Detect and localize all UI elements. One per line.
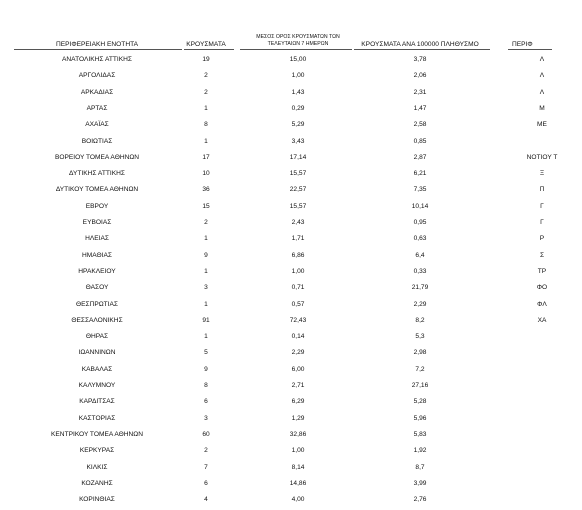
header-divider xyxy=(354,49,490,50)
region-cell: ΗΡΑΚΛΕΙΟΥ xyxy=(78,267,116,275)
region-cell: ΗΜΑΘΙΑΣ xyxy=(82,251,112,259)
avg-cases-cell: 1,43 xyxy=(291,88,305,96)
cases-cell: 2 xyxy=(204,219,208,226)
avg-cases-cell: 32,86 xyxy=(289,430,307,438)
avg-cases-cell: 2,29 xyxy=(291,349,305,357)
rate-cell: 2,06 xyxy=(413,72,427,80)
cases-cell: 9 xyxy=(204,251,208,259)
rate-cell: 6,4 xyxy=(415,251,425,259)
right-region-cell: ΝΟΤΙΟΥ Τ xyxy=(526,153,558,161)
cases-cell: 17 xyxy=(202,153,210,161)
cases-cell: 1 xyxy=(204,104,208,112)
table-row xyxy=(0,313,552,329)
avg-cases-cell: 2,71 xyxy=(291,382,305,389)
header-divider xyxy=(508,49,552,50)
region-cell: ΚΕΡΚΥΡΑΣ xyxy=(79,447,115,455)
right-region-cell: Π xyxy=(539,186,545,194)
table-row xyxy=(0,101,552,117)
table-row xyxy=(0,362,552,378)
rate-cell: 0,63 xyxy=(413,235,427,243)
rate-cell: 2,29 xyxy=(413,300,427,308)
cases-cell: 1 xyxy=(204,300,208,308)
cases-cell: 3 xyxy=(204,284,208,292)
avg-cases-cell: 3,43 xyxy=(291,137,305,145)
right-region-cell: Λ xyxy=(539,88,545,96)
table-row xyxy=(0,85,552,101)
cases-cell: 1 xyxy=(204,267,208,275)
table-row xyxy=(0,492,552,508)
table-row xyxy=(0,52,552,68)
avg-cases-cell: 0,29 xyxy=(291,104,305,112)
avg-cases-cell: 4,00 xyxy=(291,496,305,504)
rate-cell: 5,96 xyxy=(413,414,427,422)
right-region-cell: ΦΛ xyxy=(537,300,547,308)
header-cases: ΚΡΟΥΣΜΑΤΑ xyxy=(186,41,226,48)
avg-cases-cell: 22,57 xyxy=(289,186,307,194)
rate-cell: 5,3 xyxy=(415,333,425,341)
right-region-cell: ΧΑ xyxy=(537,316,547,324)
avg-cases-cell: 15,57 xyxy=(289,202,307,210)
table-row xyxy=(0,166,552,182)
rate-cell: 3,78 xyxy=(413,56,427,63)
rate-cell: 5,28 xyxy=(413,398,427,406)
rate-cell: 2,58 xyxy=(413,121,427,129)
cases-cell: 2 xyxy=(204,88,208,96)
header-divider xyxy=(240,49,352,50)
table-row xyxy=(0,443,552,459)
cases-cell: 2 xyxy=(204,72,208,80)
region-cell: ΒΟΡΕΙΟΥ ΤΟΜΕΑ ΑΘΗΝΩΝ xyxy=(54,153,140,161)
table-row xyxy=(0,460,552,476)
header-rate: ΚΡΟΥΣΜΑΤΑ ΑΝΑ 100000 ΠΛΗΘΥΣΜΟ xyxy=(361,41,479,48)
rate-cell: 3,99 xyxy=(413,479,427,487)
table-row xyxy=(0,476,552,492)
rate-cell: 0,95 xyxy=(413,219,427,226)
table-row xyxy=(0,215,552,231)
region-cell: ΑΧΑΪΑΣ xyxy=(85,121,109,129)
region-cell: ΑΝΑΤΟΛΙΚΗΣ ΑΤΤΙΚΗΣ xyxy=(62,56,132,63)
region-cell: ΘΕΣΠΡΩΤΙΑΣ xyxy=(75,300,119,308)
table-row xyxy=(0,345,552,361)
region-cell: ΕΥΒΟΙΑΣ xyxy=(82,219,112,226)
avg-cases-cell: 1,00 xyxy=(291,267,305,275)
cases-cell: 5 xyxy=(204,349,208,357)
cases-cell: 1 xyxy=(204,333,208,341)
cases-cell: 10 xyxy=(202,170,210,178)
rate-cell: 0,85 xyxy=(413,137,427,145)
table-row xyxy=(0,280,552,296)
region-cell: ΚΑΛΥΜΝΟΥ xyxy=(78,382,116,389)
region-cell: ΔΥΤΙΚΟΥ ΤΟΜΕΑ ΑΘΗΝΩΝ xyxy=(55,186,139,194)
avg-cases-cell: 6,29 xyxy=(291,398,305,406)
avg-cases-cell: 14,86 xyxy=(289,479,307,487)
header-region-right: ΠΕΡΙΦ xyxy=(512,41,533,48)
avg-cases-cell: 5,29 xyxy=(291,121,305,129)
table-row xyxy=(0,68,552,84)
cases-cell: 15 xyxy=(202,202,210,210)
cases-cell: 2 xyxy=(204,447,208,455)
region-cell: ΑΡΤΑΣ xyxy=(86,104,108,112)
region-cell: ΘΗΡΑΣ xyxy=(85,333,109,341)
avg-cases-cell: 17,14 xyxy=(289,153,307,161)
avg-cases-cell: 2,43 xyxy=(291,219,305,226)
right-region-cell: Γ xyxy=(540,219,544,226)
cases-cell: 8 xyxy=(204,121,208,129)
table-row xyxy=(0,427,552,443)
avg-cases-cell: 8,14 xyxy=(291,463,305,471)
cases-cell: 3 xyxy=(204,414,208,422)
table-row xyxy=(0,134,552,150)
cases-cell: 6 xyxy=(204,479,208,487)
cases-cell: 1 xyxy=(204,235,208,243)
region-cell: ΕΒΡΟΥ xyxy=(85,202,109,210)
region-cell: ΚΑΒΑΛΑΣ xyxy=(81,365,113,373)
table-row xyxy=(0,329,552,345)
rate-cell: 1,47 xyxy=(413,104,427,112)
avg-cases-cell: 0,71 xyxy=(291,284,305,292)
table-row xyxy=(0,297,552,313)
right-region-cell: ΤΡ xyxy=(537,267,547,275)
rate-cell: 7,35 xyxy=(413,186,427,194)
avg-cases-cell: 15,00 xyxy=(289,56,307,63)
table-row xyxy=(0,394,552,410)
region-cell: ΚΙΛΚΙΣ xyxy=(86,463,108,471)
rate-cell: 5,83 xyxy=(413,430,427,438)
rate-cell: 27,16 xyxy=(411,382,429,389)
rate-cell: 0,33 xyxy=(413,267,427,275)
right-region-cell: Γ xyxy=(540,202,544,210)
cases-cell: 1 xyxy=(204,137,208,145)
header-region: ΠΕΡΙΦΕΡΕΙΑΚΗ ΕΝΟΤΗΤΑ xyxy=(55,41,139,48)
rate-cell: 2,87 xyxy=(413,153,427,161)
region-cell: ΘΑΣΟΥ xyxy=(85,284,109,292)
avg-cases-cell: 72,43 xyxy=(289,316,307,324)
region-cell: ΚΕΝΤΡΙΚΟΥ ΤΟΜΕΑ ΑΘΗΝΩΝ xyxy=(51,430,143,438)
region-cell: ΚΑΣΤΟΡΙΑΣ xyxy=(78,414,116,422)
cases-cell: 60 xyxy=(202,430,210,438)
right-region-cell: Λ xyxy=(539,56,545,63)
header-avg-line2: ΤΕΛΕΥΤΑΙΩΝ 7 ΗΜΕΡΩΝ xyxy=(267,41,329,47)
cases-cell: 91 xyxy=(202,316,210,324)
table-row xyxy=(0,199,552,215)
rate-cell: 8,7 xyxy=(415,463,425,471)
cases-cell: 9 xyxy=(204,365,208,373)
right-region-cell: ΜΕ xyxy=(537,121,547,129)
rate-cell: 8,2 xyxy=(415,316,425,324)
region-cell: ΚΟΖΑΝΗΣ xyxy=(81,479,113,487)
rate-cell: 2,98 xyxy=(413,349,427,357)
region-cell: ΑΡΓΟΛΙΔΑΣ xyxy=(78,72,116,80)
table-row xyxy=(0,117,552,133)
rate-cell: 10,14 xyxy=(411,202,429,210)
avg-cases-cell: 1,29 xyxy=(291,414,305,422)
avg-cases-cell: 6,00 xyxy=(291,365,305,373)
rate-cell: 7,2 xyxy=(415,365,425,373)
avg-cases-cell: 15,57 xyxy=(289,170,307,178)
region-cell: ΘΕΣΣΑΛΟΝΙΚΗΣ xyxy=(71,316,123,324)
table-row xyxy=(0,150,558,166)
avg-cases-cell: 0,14 xyxy=(291,333,305,341)
header-avg-line1: ΜΕΣΟΣ ΟΡΟΣ ΚΡΟΥΣΜΑΤΩΝ ΤΩΝ xyxy=(256,34,340,40)
rate-cell: 2,76 xyxy=(413,496,427,504)
avg-cases-cell: 6,86 xyxy=(291,251,305,259)
rate-cell: 2,31 xyxy=(413,88,427,96)
cases-cell: 4 xyxy=(204,496,208,504)
right-region-cell: ΦΟ xyxy=(536,284,548,292)
right-region-cell: Σ xyxy=(539,251,545,259)
region-cell: ΒΟΙΩΤΙΑΣ xyxy=(81,137,113,145)
region-cell: ΚΑΡΔΙΤΣΑΣ xyxy=(79,398,115,406)
right-region-cell: Ξ xyxy=(539,170,545,178)
right-region-cell: Λ xyxy=(539,72,545,80)
region-cell: ΚΟΡΙΝΘΙΑΣ xyxy=(79,496,115,504)
avg-cases-cell: 1,71 xyxy=(291,235,305,243)
region-cell: ΔΥΤΙΚΗΣ ΑΤΤΙΚΗΣ xyxy=(69,170,125,178)
table-row xyxy=(0,411,552,427)
table-row xyxy=(0,182,552,198)
avg-cases-cell: 1,00 xyxy=(291,72,305,80)
header-divider xyxy=(184,49,234,50)
table-row xyxy=(0,264,552,280)
table-row xyxy=(0,248,552,264)
avg-cases-cell: 0,57 xyxy=(291,300,305,308)
table-row xyxy=(0,231,552,247)
avg-cases-cell: 1,00 xyxy=(291,447,305,455)
cases-cell: 6 xyxy=(204,398,208,406)
right-region-cell: Ρ xyxy=(539,235,545,243)
region-cell: ΗΛΕΙΑΣ xyxy=(85,235,109,243)
region-cell: ΙΩΑΝΝΙΝΩΝ xyxy=(78,349,116,357)
header-divider xyxy=(14,49,182,50)
cases-cell: 36 xyxy=(202,186,210,194)
right-region-cell: Μ xyxy=(539,104,545,112)
rate-cell: 1,92 xyxy=(413,447,427,455)
cases-cell: 8 xyxy=(204,382,208,389)
cases-cell: 7 xyxy=(204,463,208,471)
rate-cell: 21,79 xyxy=(411,284,429,292)
region-cell: ΑΡΚΑΔΙΑΣ xyxy=(80,88,114,96)
cases-cell: 19 xyxy=(202,56,210,63)
rate-cell: 6,21 xyxy=(413,170,427,178)
table-row xyxy=(0,378,552,394)
